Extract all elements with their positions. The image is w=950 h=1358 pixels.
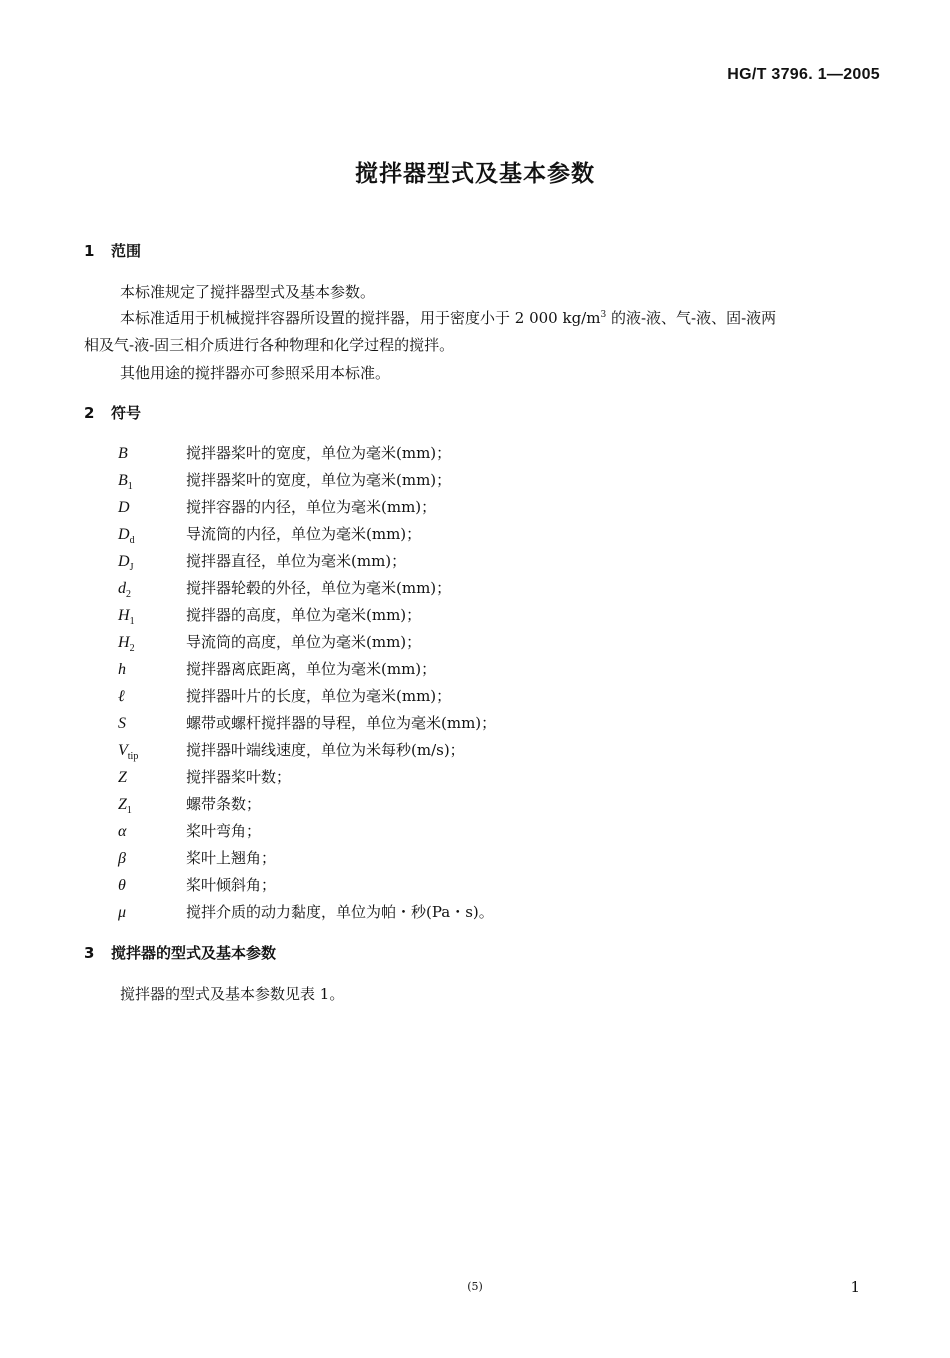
- symbol-row: [118, 575, 898, 602]
- symbol: $Z_1$: [118, 796, 132, 817]
- symbol-description: 导流筒的高度，单位为毫米(mm)；: [186, 633, 422, 651]
- symbol: $H_2$: [118, 634, 135, 655]
- symbol: S: [118, 715, 126, 732]
- symbol-row: [118, 602, 898, 629]
- symbol: B: [118, 445, 128, 462]
- symbol-row: [118, 791, 898, 818]
- section-3-paragraph: 搅拌器的型式及基本参数见表 1。: [120, 985, 345, 1003]
- symbol: β: [118, 850, 126, 867]
- footer-page-number: 1: [850, 1278, 860, 1296]
- symbol-row: [118, 494, 898, 521]
- symbol-row: [118, 629, 898, 656]
- symbol-description: 搅拌器桨叶数；: [186, 768, 292, 786]
- section-2-heading: [84, 402, 141, 423]
- symbol-description: 螺带或螺杆搅拌器的导程，单位为毫米(mm)；: [186, 714, 497, 732]
- symbol-description: 搅拌器桨叶的宽度，单位为毫米(mm)；: [186, 471, 452, 489]
- symbol: α: [118, 823, 127, 840]
- symbol-row: [118, 440, 898, 467]
- symbol-description: 桨叶上翘角；: [186, 849, 277, 867]
- symbol: Z: [118, 769, 127, 786]
- symbol-row: [118, 899, 898, 926]
- symbol: ℓ: [118, 688, 125, 705]
- standard-code: HG/T 3796. 1—2005: [727, 66, 880, 83]
- symbol: D: [118, 499, 130, 516]
- symbol-description: 搅拌器的高度，单位为毫米(mm)；: [186, 606, 422, 624]
- symbol: h: [118, 661, 126, 678]
- symbol-row: [118, 467, 898, 494]
- section-2-title: 符号: [111, 404, 142, 422]
- symbol-list: [118, 440, 898, 926]
- section-1-paragraph-2-continuation: 相及气-液-固三相介质进行各种物理和化学过程的搅拌。: [84, 336, 455, 354]
- paragraph-2-text-b: 的液-液、气-液、固-液两: [610, 309, 777, 327]
- symbol: $B_1$: [118, 472, 133, 493]
- symbol: θ: [118, 877, 126, 894]
- symbol-description: 搅拌介质的动力黏度，单位为帕・秒(Pa・s)。: [186, 903, 494, 921]
- section-1-paragraph-2: [120, 307, 776, 328]
- symbol-row: [118, 548, 898, 575]
- symbol: $d_2$: [118, 580, 131, 601]
- symbol-row: [118, 845, 898, 872]
- symbol: $D_J$: [118, 553, 134, 574]
- symbol-description: 搅拌器直径，单位为毫米(mm)；: [186, 552, 407, 570]
- symbol-row: [118, 764, 898, 791]
- symbol: $D_d$: [118, 526, 135, 547]
- symbol: $H_1$: [118, 607, 135, 628]
- symbol-row: [118, 872, 898, 899]
- symbol-row: [118, 818, 898, 845]
- section-1-number: 1: [84, 242, 95, 260]
- symbol-description: 搅拌器轮毂的外径，单位为毫米(mm)；: [186, 579, 452, 597]
- symbol-row: [118, 521, 898, 548]
- symbol-description: 搅拌器桨叶的宽度，单位为毫米(mm)；: [186, 444, 452, 462]
- symbol-description: 搅拌器离底距离，单位为毫米(mm)；: [186, 660, 437, 678]
- symbol-row: [118, 656, 898, 683]
- section-1-paragraph-1: 本标准规定了搅拌器型式及基本参数。: [120, 283, 376, 301]
- symbol: μ: [118, 904, 127, 921]
- section-3-heading: [84, 942, 276, 963]
- symbol-row: [118, 710, 898, 737]
- symbol-description: 螺带条数；: [186, 795, 262, 813]
- section-1-heading: [84, 240, 141, 261]
- superscript-3: 3: [600, 310, 607, 320]
- symbol-description: 搅拌器叶端线速度，单位为米每秒(m/s)；: [186, 741, 465, 759]
- symbol-description: 搅拌器叶片的长度，单位为毫米(mm)；: [186, 687, 452, 705]
- section-2-number: 2: [84, 404, 95, 422]
- symbol: $V_{tip}$: [118, 742, 139, 763]
- symbol-description: 桨叶弯角；: [186, 822, 262, 840]
- symbol-description: 搅拌容器的内径，单位为毫米(mm)；: [186, 498, 437, 516]
- document-title: 搅拌器型式及基本参数: [355, 161, 595, 187]
- footer-page-marker: (5): [467, 1280, 483, 1293]
- paragraph-2-text-a: 本标准适用于机械搅拌容器所设置的搅拌器，用于密度小于 2 000 kg/m: [120, 309, 601, 327]
- symbol-row: [118, 737, 898, 764]
- section-1-title: 范围: [111, 242, 142, 260]
- symbol-description: 导流筒的内径，单位为毫米(mm)；: [186, 525, 422, 543]
- section-3-title: 搅拌器的型式及基本参数: [111, 944, 277, 962]
- symbol-description: 桨叶倾斜角；: [186, 876, 277, 894]
- symbol-row: [118, 683, 898, 710]
- section-3-number: 3: [84, 944, 95, 962]
- section-1-paragraph-3: 其他用途的搅拌器亦可参照采用本标准。: [120, 364, 391, 382]
